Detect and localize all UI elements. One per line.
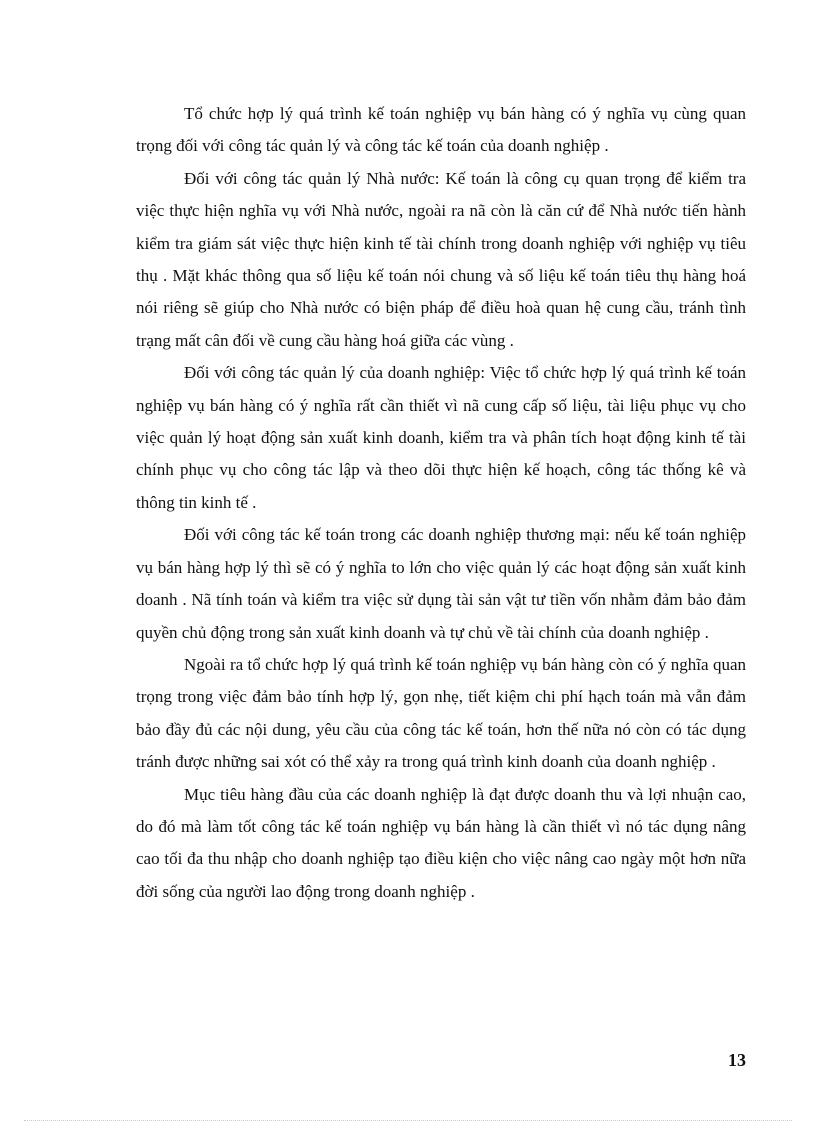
paragraph-objectives: Mục tiêu hàng đầu của các doanh nghiệp là đạt được doanh thu và lợi nhuận cao, do đó mà làm tốt công tác kế toán nghiệp vụ bán hàng là cần thiết vì nó tác dụng nâng cao tối đa thu nhập cho doanh nghiệp tạo điều kiện cho việc nâng cao ngày một hơn nữa đời sống của người lao động trong doanh nghiệp .	[136, 784, 746, 901]
page-bottom-divider	[24, 1120, 792, 1121]
paragraph-importance: Tổ chức hợp lý quá trình kế toán nghiệp vụ bán hàng có ý nghĩa vụ cùng quan trọng đối với công tác quản lý và công tác kế toán của doanh nghiệp .	[136, 104, 746, 156]
page-number: 13	[728, 1050, 746, 1070]
page-body	[136, 98, 746, 908]
paragraph-commercial-accounting: Đối với công tác kế toán trong các doanh nghiệp thương mại: nếu kế toán nghiệp vụ bán hàng hợp lý thì sẽ có ý nghĩa to lớn cho việc quản lý các hoạt động sản xuất kinh doanh . Nã tính toán và kiểm tra việc sử dụng tài sản vật tư tiền vốn nhằm đảm bảo đảm quyền chủ động trong sản xuất kinh doanh và tự chủ về tài chính của doanh nghiệp .	[136, 525, 746, 642]
paragraph-enterprise-management: Đối với công tác quản lý của doanh nghiệp: Việc tổ chức hợp lý quá trình kế toán nghiệp vụ bán hàng có ý nghĩa rất cần thiết vì nã cung cấp số liệu, tài liệu phục vụ cho việc quản lý hoạt động sản xuất kinh doanh, kiểm tra và phân tích hoạt động kinh tế tài chính phục vụ cho công tác lập và theo dõi thực hiện kế hoạch, công tác thống kê và thông tin kinh tế .	[136, 363, 746, 512]
paragraph-cost-efficiency: Ngoài ra tổ chức hợp lý quá trình kế toán nghiệp vụ bán hàng còn có ý nghĩa quan trọng trong việc đảm bảo tính hợp lý, gọn nhẹ, tiết kiệm chi phí hạch toán mà vẫn đảm bảo đầy đủ các nội dung, yêu cầu của công tác kế toán, hơn thế nữa nó còn có tác dụng tránh được những sai xót có thể xảy ra trong quá trình kinh doanh của doanh nghiệp .	[136, 654, 746, 772]
paragraph-state-management: Đối với công tác quản lý Nhà nước: Kế toán là công cụ quan trọng để kiểm tra việc thực hiện nghĩa vụ với Nhà nước, ngoài ra nã còn là căn cứ để Nhà nước tiến hành kiểm tra giám sát việc thực hiện kinh tế tài chính trong doanh nghiệp với nghiệp vụ tiêu thụ . Mặt khác thông qua số liệu kế toán nói chung và số liệu kế toán tiêu thụ hàng hoá nói riêng sẽ giúp cho Nhà nước có biện pháp để điều hoà quan hệ cung cầu, tránh tình trạng mất cân đối về cung cầu hàng hoá giữa các vùng .	[136, 168, 746, 350]
